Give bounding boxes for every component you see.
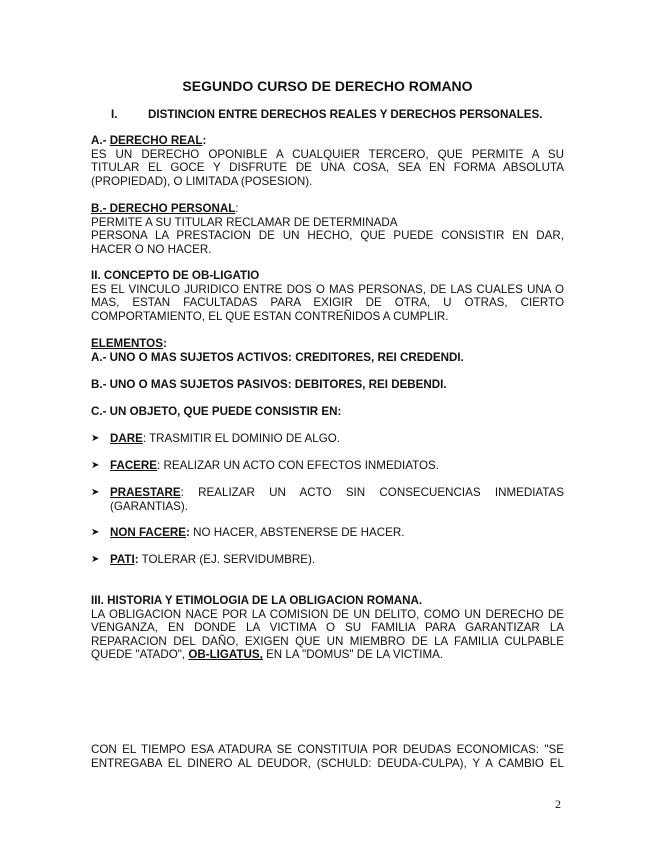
continuation-paragraph: [91, 743, 564, 770]
bullet-term: DARE: [110, 432, 143, 445]
derecho-real-heading: [91, 134, 564, 148]
bullet-text: TOLERAR (EJ. SERVIDUMBRE).: [138, 553, 316, 566]
bullet-sep: :: [180, 486, 184, 499]
derecho-personal-line-3: HACER O NO HACER.: [91, 242, 212, 256]
elementos-b: B.- UNO O MAS SUJETOS PASIVOS: DEBITORES, REI DEBENDI.: [91, 378, 447, 391]
derecho-personal-line-1: PERMITE A SU TITULAR RECLAMAR DE DETERMINADA: [91, 215, 398, 229]
concepto-line-2: MAS, ESTAN FACULTADAS PARA EXIGIR DE OTRA, U OTRAS, CIERTO: [91, 296, 564, 310]
page-number: 2: [555, 797, 561, 811]
concepto-section: [91, 269, 564, 323]
section-i-number: I.: [111, 108, 118, 121]
derecho-personal-heading: B.- DERECHO PERSONAL: [91, 202, 236, 215]
derecho-personal-line-2: PERSONA LA PRESTACION DE UN HECHO, QUE PUEDE CONSISTIR EN DAR,: [91, 229, 564, 243]
bullet-sep: :: [134, 553, 139, 566]
bullet-term: PATI: [110, 553, 135, 566]
derecho-real-term: DERECHO REAL: [109, 134, 203, 147]
elementos-c: C.- UN OBJETO, QUE PUEDE CONSISTIR EN:: [91, 405, 342, 418]
derecho-personal-colon: :: [235, 202, 239, 215]
continuation-line-2: ENTREGABA EL DINERO AL DEUDOR, (SCHULD: DEUDA-CULPA), Y A CAMBIO EL: [91, 756, 564, 770]
section-i-text: DISTINCION ENTRE DERECHOS REALES Y DERECHOS PERSONALES.: [148, 108, 543, 121]
derecho-real-colon: :: [202, 134, 207, 147]
historia-line-3: REPARACION DEL DAÑO, EXIGEN QUE UN MIEMBRO DE LA FAMILIA CULPABLE: [91, 634, 564, 648]
continuation-line-1: CON EL TIEMPO ESA ATADURA SE CONSTITUIA POR DEUDAS ECONOMICAS: "SE: [91, 743, 564, 756]
derecho-real-line-3: (PROPIEDAD), O LIMITADA (POSESION).: [91, 174, 313, 188]
bullet-text-continued: (GARANTIAS).: [110, 499, 188, 513]
arrow-bullet-icon: ➤: [91, 433, 100, 444]
bullet-sep: :: [186, 526, 190, 539]
bullet-text: REALIZAR UN ACTO CON EFECTOS INMEDIATOS.: [160, 459, 439, 472]
arrow-bullet-icon: ➤: [91, 460, 100, 471]
bullet-sep: :: [142, 432, 147, 445]
bullet-term: PRAESTARE: [110, 486, 181, 499]
derecho-real-section: [91, 134, 564, 188]
historia-heading: III. HISTORIA Y ETIMOLOGIA DE LA OBLIGACION ROMANA.: [91, 594, 423, 607]
historia-line-4-pre: QUEDE "ATADO",: [91, 648, 189, 662]
ob-ligatus-term: OB-LIGATUS,: [188, 648, 263, 662]
derecho-real-line-1: ES UN DERECHO OPONIBLE A CUALQUIER TERCERO, QUE PERMITE A SU: [91, 147, 564, 161]
bullet-term: FACERE: [110, 459, 158, 472]
derecho-real-line-2: TITULAR EL GOCE Y DISFRUTE DE UNA COSA, SEA EN FORMA ABSOLUTA: [91, 161, 564, 175]
bullet-term: NON FACERE: [110, 526, 187, 539]
bullet-sep: :: [157, 459, 161, 472]
bullet-text: REALIZAR UN ACTO SIN CONSECUENCIAS INMEDIATAS: [183, 486, 564, 499]
historia-line-4: [91, 648, 564, 662]
arrow-bullet-icon: ➤: [91, 554, 100, 565]
arrow-bullet-icon: ➤: [91, 487, 100, 498]
bullet-text: TRASMITIR EL DOMINIO DE ALGO.: [146, 432, 340, 445]
derecho-real-prefix: A.-: [91, 134, 110, 147]
arrow-bullet-icon: ➤: [91, 527, 100, 538]
bullet-text: NO HACER, ABSTENERSE DE HACER.: [189, 526, 405, 539]
concepto-line-3: COMPORTAMIENTO, EL QUE ESTAN CONTREÑIDOS A CUMPLIR.: [91, 309, 449, 323]
elementos-a: A.- UNO O MAS SUJETOS ACTIVOS: CREDITORES, REI CREDENDI.: [91, 350, 464, 364]
elementos-section: [91, 337, 564, 364]
derecho-personal-section: [91, 202, 564, 256]
section-i-heading: [111, 108, 571, 122]
elementos-colon: :: [162, 337, 167, 350]
historia-line-4-post: EN LA "DOMUS" DE LA VICTIMA.: [262, 648, 444, 662]
concepto-line-1: ES EL VINCULO JURIDICO ENTRE DOS O MAS PERSONAS, DE LAS CUALES UNA O: [91, 282, 564, 296]
elementos-heading: ELEMENTOS: [91, 337, 163, 350]
concepto-heading: II. CONCEPTO DE OB-LIGATIO: [91, 269, 260, 282]
historia-section: [91, 594, 564, 662]
historia-line-1: LA OBLIGACION NACE POR LA COMISION DE UN DELITO, COMO UN DERECHO DE: [91, 607, 564, 621]
historia-line-2: VENGANZA, EN DONDE LA VICTIMA O SU FAMILIA PARA GARANTIZAR LA: [91, 621, 564, 635]
document-title: SEGUNDO CURSO DE DERECHO ROMANO: [182, 78, 473, 94]
